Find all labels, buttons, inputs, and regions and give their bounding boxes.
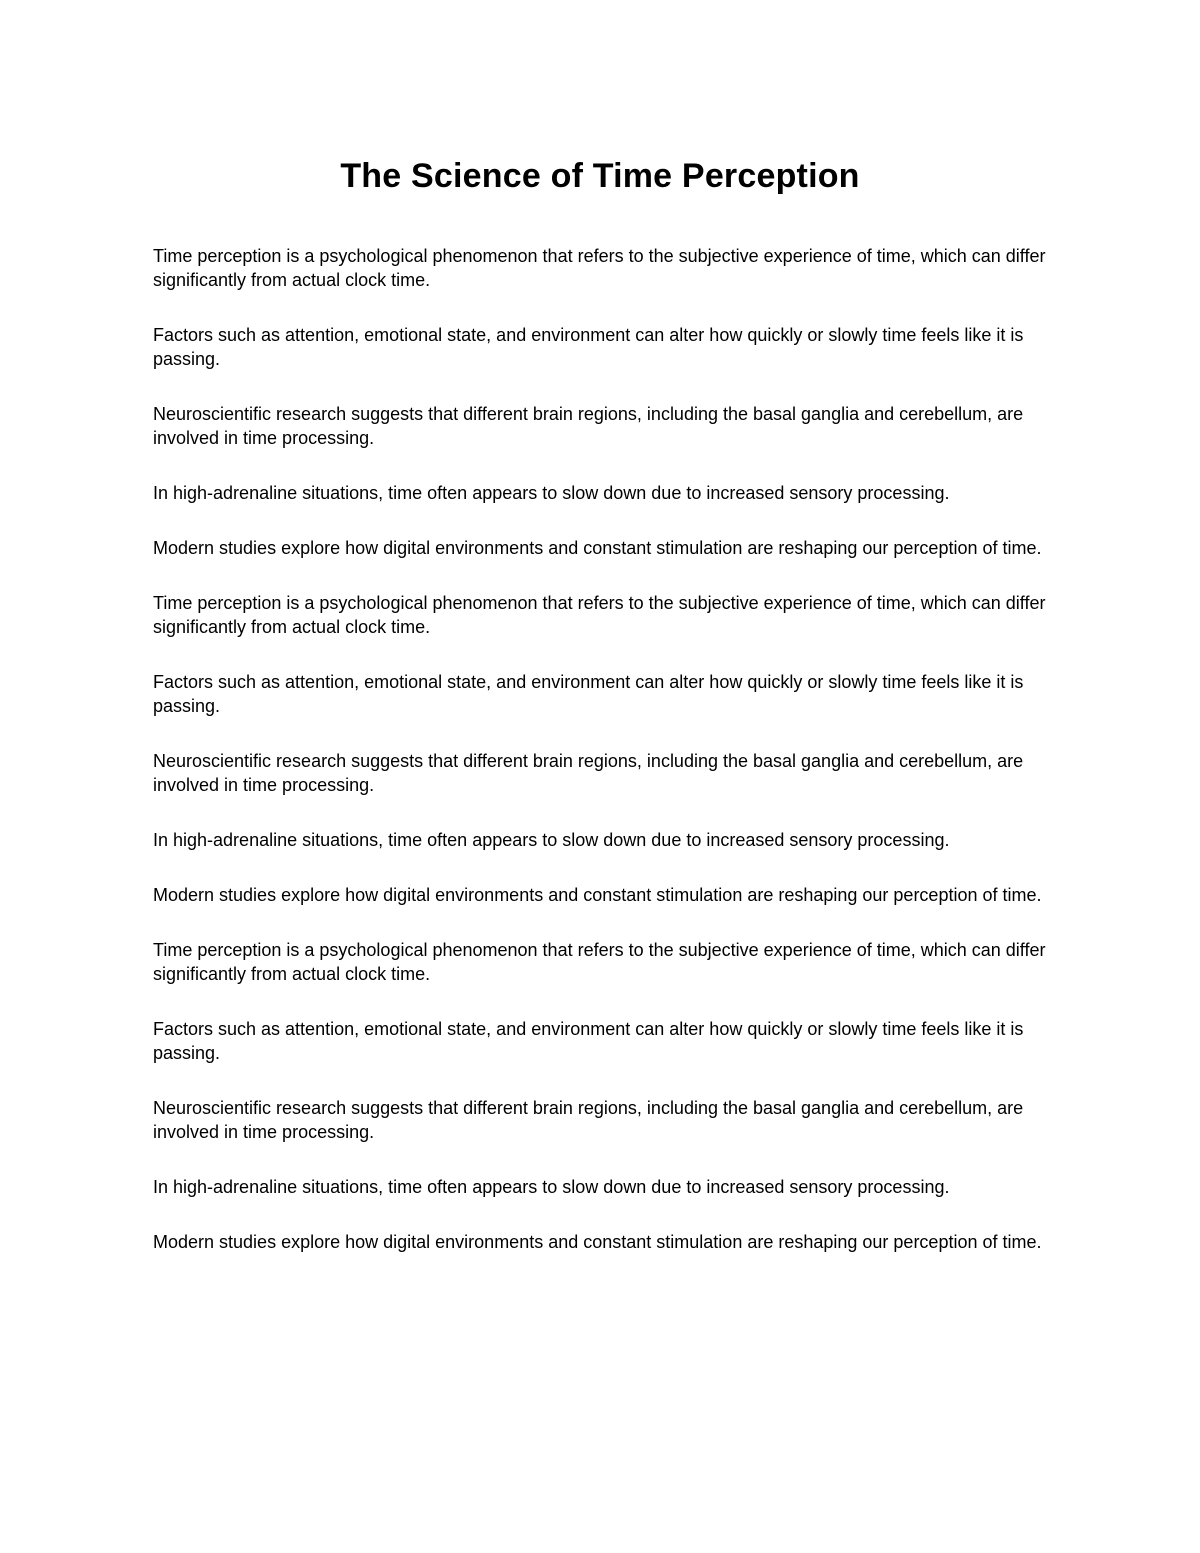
paragraph: In high-adrenaline situations, time often appears to slow down due to increased sensory processing.	[153, 1177, 950, 1197]
paragraph: In high-adrenaline situations, time often appears to slow down due to increased sensory processing.	[153, 483, 950, 503]
paragraph: Modern studies explore how digital environments and constant stimulation are reshaping our perception of time.	[153, 885, 1042, 905]
paragraph: Time perception is a psychological phenomenon that refers to the subjective experience of time, which can differ significantly from actual clock time.	[153, 593, 1046, 637]
paragraph: In high-adrenaline situations, time often appears to slow down due to increased sensory processing.	[153, 830, 950, 850]
document-title: The Science of Time Perception	[340, 157, 860, 195]
paragraph: Neuroscientific research suggests that different brain regions, including the basal ganglia and cerebellum, are involved in time processing.	[153, 751, 1024, 795]
paragraph: Neuroscientific research suggests that different brain regions, including the basal ganglia and cerebellum, are involved in time processing.	[153, 404, 1024, 448]
paragraph: Factors such as attention, emotional state, and environment can alter how quickly or slowly time feels like it is passing.	[153, 1019, 1024, 1063]
paragraph: Neuroscientific research suggests that different brain regions, including the basal ganglia and cerebellum, are involved in time processing.	[153, 1098, 1024, 1142]
document-body	[153, 244, 1053, 1285]
paragraph: Modern studies explore how digital environments and constant stimulation are reshaping our perception of time.	[153, 1232, 1042, 1252]
paragraph: Modern studies explore how digital environments and constant stimulation are reshaping our perception of time.	[153, 538, 1042, 558]
paragraph: Time perception is a psychological phenomenon that refers to the subjective experience of time, which can differ significantly from actual clock time.	[153, 940, 1046, 984]
paragraph: Factors such as attention, emotional state, and environment can alter how quickly or slowly time feels like it is passing.	[153, 672, 1024, 716]
paragraph: Factors such as attention, emotional state, and environment can alter how quickly or slowly time feels like it is passing.	[153, 325, 1024, 369]
paragraph: Time perception is a psychological phenomenon that refers to the subjective experience of time, which can differ significantly from actual clock time.	[153, 246, 1046, 290]
